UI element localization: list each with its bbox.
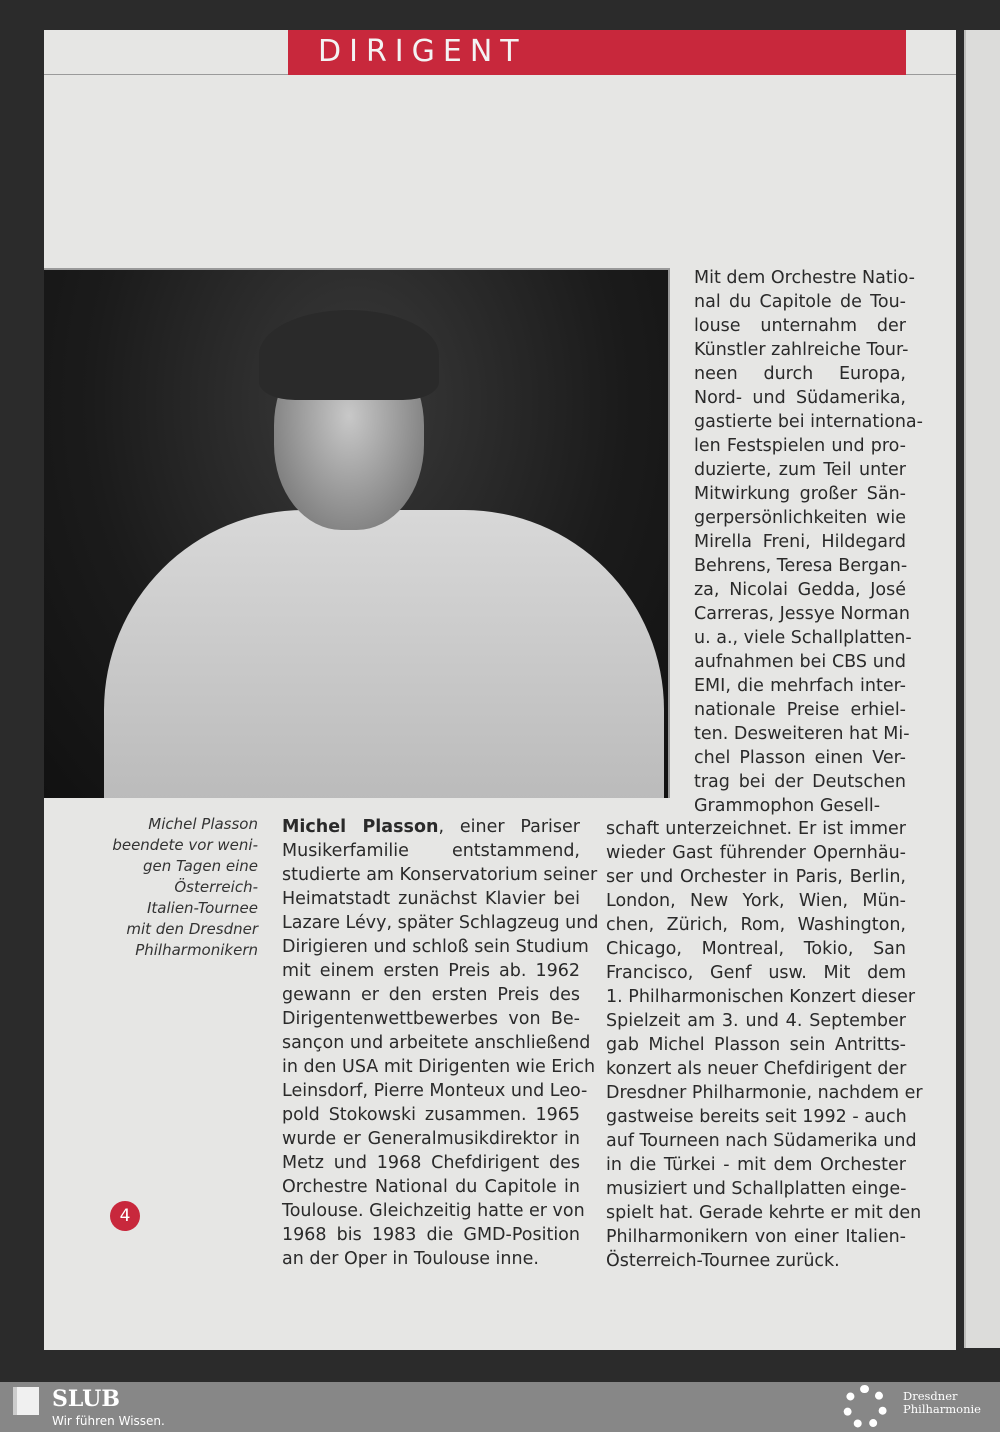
text-line: Heimatstadt zunächst Klavier bei: [282, 889, 580, 909]
text-line: , einer Pariser: [438, 817, 580, 837]
text-line: Carreras, Jessye Norman: [694, 604, 910, 624]
photo-caption: [96, 814, 258, 961]
text-line: nal du Capitole de Tou-: [694, 292, 906, 312]
philharmonie-sun-icon: [843, 1385, 887, 1429]
body-column-right-top: [694, 266, 923, 818]
text-line: Dirigieren und schloß sein Studium: [282, 937, 589, 957]
text-line: Behrens, Teresa Bergan-: [694, 556, 908, 576]
footer-bar: [0, 1382, 1000, 1432]
text-line: pold Stokowski zusammen. 1965: [282, 1105, 580, 1125]
text-line: Mitwirkung großer Sän-: [694, 484, 906, 504]
slub-book-icon: [13, 1387, 39, 1415]
text-line: gastweise bereits seit 1992 - auch: [606, 1107, 907, 1127]
text-line: auf Tourneen nach Südamerika und: [606, 1131, 917, 1151]
text-line: 1968 bis 1983 die GMD-Position: [282, 1225, 580, 1245]
text-line: Toulouse. Gleichzeitig hatte er von: [282, 1201, 585, 1221]
partner-logo-text[interactable]: Dresdner Philharmonie: [903, 1389, 981, 1416]
text-line: Dirigentenwettbewerbes von Be-: [282, 1009, 580, 1029]
text-line: an der Oper in Toulouse inne.: [282, 1249, 539, 1269]
text-line: 1. Philharmonischen Konzert dieser: [606, 987, 916, 1007]
text-line: gab Michel Plasson sein Antritts-: [606, 1035, 906, 1055]
text-line: spielt hat. Gerade kehrte er mit den: [606, 1203, 922, 1223]
caption-line: Österreich-: [174, 878, 258, 896]
text-line: len Festspielen und pro-: [694, 436, 906, 456]
caption-line: beendete vor weni-: [112, 836, 258, 854]
text-line: Nord- und Südamerika,: [694, 388, 906, 408]
text-line: konzert als neuer Chefdirigent der: [606, 1059, 907, 1079]
caption-line: mit den Dresdner: [126, 920, 258, 938]
text-line: mit einem ersten Preis ab. 1962: [282, 961, 580, 981]
text-line: trag bei der Deutschen: [694, 772, 906, 792]
slub-logo[interactable]: SLUB: [52, 1386, 120, 1412]
text-line: gastierte bei internationa-: [694, 412, 923, 432]
text-line: Orchestre National du Capitole in: [282, 1177, 580, 1197]
conductor-photo: [44, 268, 670, 798]
caption-line: Michel Plasson: [148, 815, 258, 833]
text-line: schaft unterzeichnet. Er ist immer: [606, 819, 906, 839]
text-line: Grammophon Gesell-: [694, 796, 881, 816]
text-line: Lazare Lévy, später Schlagzeug und: [282, 913, 599, 933]
text-line: Mirella Freni, Hildegard: [694, 532, 906, 552]
text-line: u. a., viele Schallplatten-: [694, 628, 912, 648]
body-column-right-bottom: [606, 817, 923, 1273]
text-line: Spielzeit am 3. und 4. September: [606, 1011, 906, 1031]
slub-tagline: Wir führen Wissen.: [52, 1414, 165, 1428]
text-line: Chicago, Montreal, Tokio, San: [606, 939, 906, 959]
text-line: gerpersönlichkeiten wie: [694, 508, 906, 528]
text-line: chel Plasson einen Ver-: [694, 748, 906, 768]
text-line: wieder Gast führender Opernhäu-: [606, 843, 906, 863]
text-line: Mit dem Orchestre Natio-: [694, 268, 915, 288]
text-line: Dresdner Philharmonie, nachdem er: [606, 1083, 923, 1103]
caption-line: Philharmonikern: [135, 941, 258, 959]
text-line: louse unternahm der: [694, 316, 906, 336]
text-line: studierte am Konservatorium seiner: [282, 865, 598, 885]
text-line: sançon und arbeitete anschließend: [282, 1033, 591, 1053]
text-line: in die Türkei - mit dem Orchester: [606, 1155, 906, 1175]
text-line: Philharmonikern von einer Italien-: [606, 1227, 906, 1247]
caption-line: Italien-Tournee: [146, 899, 258, 917]
text-line: musiziert und Schallplatten einge-: [606, 1179, 907, 1199]
text-line: chen, Zürich, Rom, Washington,: [606, 915, 906, 935]
text-line: ten. Desweiteren hat Mi-: [694, 724, 910, 744]
text-line: London, New York, Wien, Mün-: [606, 891, 906, 911]
text-line: Österreich-Tournee zurück.: [606, 1251, 840, 1271]
caption-line: gen Tagen eine: [143, 857, 258, 875]
facing-page-edge: [964, 30, 1000, 1348]
text-line: Metz und 1968 Chefdirigent des: [282, 1153, 580, 1173]
text-line: duzierte, zum Teil unter: [694, 460, 906, 480]
text-line: wurde er Generalmusikdirektor in: [282, 1129, 580, 1149]
text-line: nationale Preise erhiel-: [694, 700, 906, 720]
page-number: 4: [110, 1201, 140, 1231]
text-line: aufnahmen bei CBS und: [694, 652, 906, 672]
body-column-middle: [282, 815, 599, 1271]
section-header: [288, 30, 906, 75]
text-line: Francisco, Genf usw. Mit dem: [606, 963, 906, 983]
text-line: za, Nicolai Gedda, José: [694, 580, 906, 600]
section-title: DIRIGENT: [318, 34, 527, 69]
text-line: in den USA mit Dirigenten wie Erich: [282, 1057, 596, 1077]
text-line: EMI, die mehrfach inter-: [694, 676, 906, 696]
text-line: gewann er den ersten Preis des: [282, 985, 580, 1005]
text-line: Künstler zahlreiche Tour-: [694, 340, 909, 360]
text-line: ser und Orchester in Paris, Berlin,: [606, 867, 906, 887]
text-line: Leinsdorf, Pierre Monteux und Leo-: [282, 1081, 588, 1101]
text-line: neen durch Europa,: [694, 364, 906, 384]
name-bold: Michel Plasson: [282, 817, 439, 837]
text-line: Musikerfamilie entstammend,: [282, 841, 580, 861]
